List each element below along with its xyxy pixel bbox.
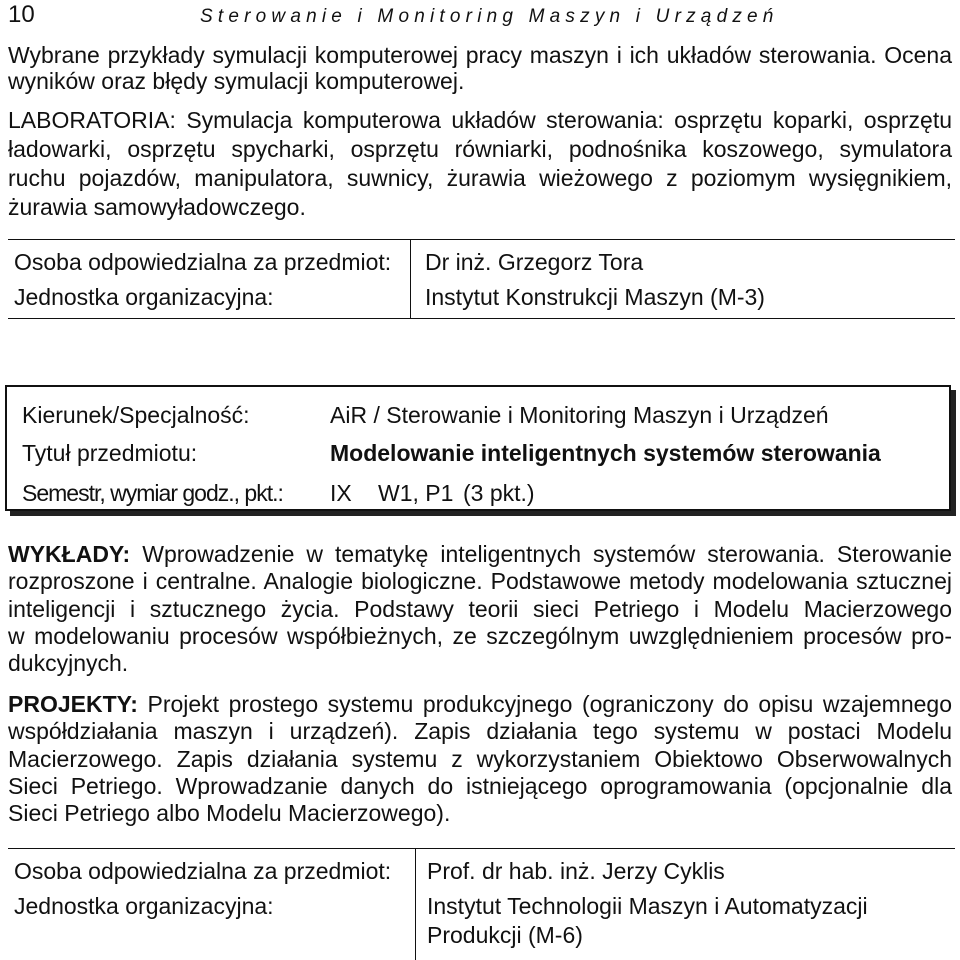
course-field-row xyxy=(7,396,949,434)
responsible-person: Prof. dr hab. inż. Jerzy Cyklis xyxy=(427,858,725,884)
page-number: 10 xyxy=(8,1,35,28)
laboratoria-line xyxy=(8,106,952,135)
projects-paragraph xyxy=(8,691,952,827)
intro-line: Wybrane przykłady symulacji komputerowej pracy maszyn i ich układów sterowania. Ocena xyxy=(8,42,952,68)
section-divider xyxy=(8,318,955,319)
projects-line xyxy=(8,691,952,718)
section-divider xyxy=(8,239,955,240)
running-title: Sterowanie i Monitoring Maszyn i Urządzeń xyxy=(200,6,779,27)
lectures-line xyxy=(8,541,952,568)
projects-line: współdziałania maszyn i urządzeń). Zapis działania tego systemu w postaci Modelu xyxy=(8,718,952,745)
lectures-label: WYKŁADY: xyxy=(8,541,131,567)
laboratoria-text: Symulacja komputerowa układów sterowania: osprzętu koparki, osprzętu xyxy=(186,107,952,133)
projects-line: Macierzowego. Zapis działania systemu z wykorzystaniem Obiektowo Obserwowalnych xyxy=(8,745,952,772)
column-divider xyxy=(410,240,411,318)
responsible-person: Dr inż. Grzegorz Tora xyxy=(425,249,644,275)
organizational-unit: Instytut Technologii Maszyn i Automatyzacji Produkcji (M-6) xyxy=(427,893,868,948)
course-semester-label: Semestr, wymiar godz., pkt.: xyxy=(22,480,283,506)
projects-line: Sieci Petriego. Wprowadzanie danych do istniejącego oprogramowania (opcjonalnie dla xyxy=(8,772,952,799)
laboratoria-line: ruchu pojazdów, manipulatora, suwnicy, żurawia wieżowego z poziomym wysięgnikiem, xyxy=(8,165,952,191)
intro-paragraph xyxy=(8,42,952,94)
projects-line: Sieci Petriego albo Modelu Macierzowego). xyxy=(8,800,451,827)
course-semester-row xyxy=(7,474,949,512)
lectures-line: dukcyjnych. xyxy=(8,650,129,677)
lectures-text: Wprowadzenie w tematykę inteligentnych systemów sterowania. Sterowanie xyxy=(142,541,952,567)
organizational-unit: Instytut Konstrukcji Maszyn (M-3) xyxy=(425,284,765,310)
laboratoria-label: LABORATORIA: xyxy=(8,107,176,133)
intro-line: wyników oraz błędy symulacji komputerowej. xyxy=(8,68,465,94)
course-title-label: Tytuł przedmiotu: xyxy=(22,440,198,466)
lectures-line: inteligencji i sztucznego życia. Podstawy teorii sieci Petriego i Modelu Macierzowego xyxy=(8,595,952,622)
organizational-unit-label: Jednostka organizacyjna: xyxy=(14,893,274,919)
lectures-paragraph xyxy=(8,541,952,677)
laboratoria-line: ładowarki, osprzętu spycharki, osprzętu równiarki, podnośnika koszowego, symulatora xyxy=(8,136,952,162)
lectures-line: w modelowaniu procesów współbieżnych, ze szczególnym uwzględnieniem procesów pro- xyxy=(8,622,952,649)
section-divider xyxy=(8,848,955,849)
organizational-unit-label: Jednostka organizacyjna: xyxy=(14,284,274,310)
lectures-line: rozproszone i centralne. Analogie biologiczne. Podstawowe metody modelowania sztucznej xyxy=(8,568,952,595)
course-field-label: Kierunek/Specjalność: xyxy=(22,402,250,428)
course-title-value: Modelowanie inteligentnych systemów sterowania xyxy=(330,440,881,466)
course-info-box xyxy=(5,385,951,511)
laboratoria-paragraph xyxy=(8,106,952,222)
projects-label: PROJEKTY: xyxy=(8,691,138,717)
course-semester-value: IX xyxy=(330,480,352,506)
column-divider xyxy=(415,849,416,960)
laboratoria-line: żurawia samowyładowczego. xyxy=(8,194,306,220)
course-field-value: AiR / Sterowanie i Monitoring Maszyn i Urządzeń xyxy=(330,402,829,428)
course-points-value: (3 pkt.) xyxy=(463,480,535,506)
course-title-row xyxy=(7,434,949,472)
projects-text: Projekt prostego systemu produkcyjnego (ograniczony do opisu wzajemnego xyxy=(147,691,952,717)
responsible-person-label: Osoba odpowiedzialna za przedmiot: xyxy=(14,249,392,275)
responsible-person-label: Osoba odpowiedzialna za przedmiot: xyxy=(14,858,392,884)
course-hours-value: W1, P1 xyxy=(378,480,454,506)
